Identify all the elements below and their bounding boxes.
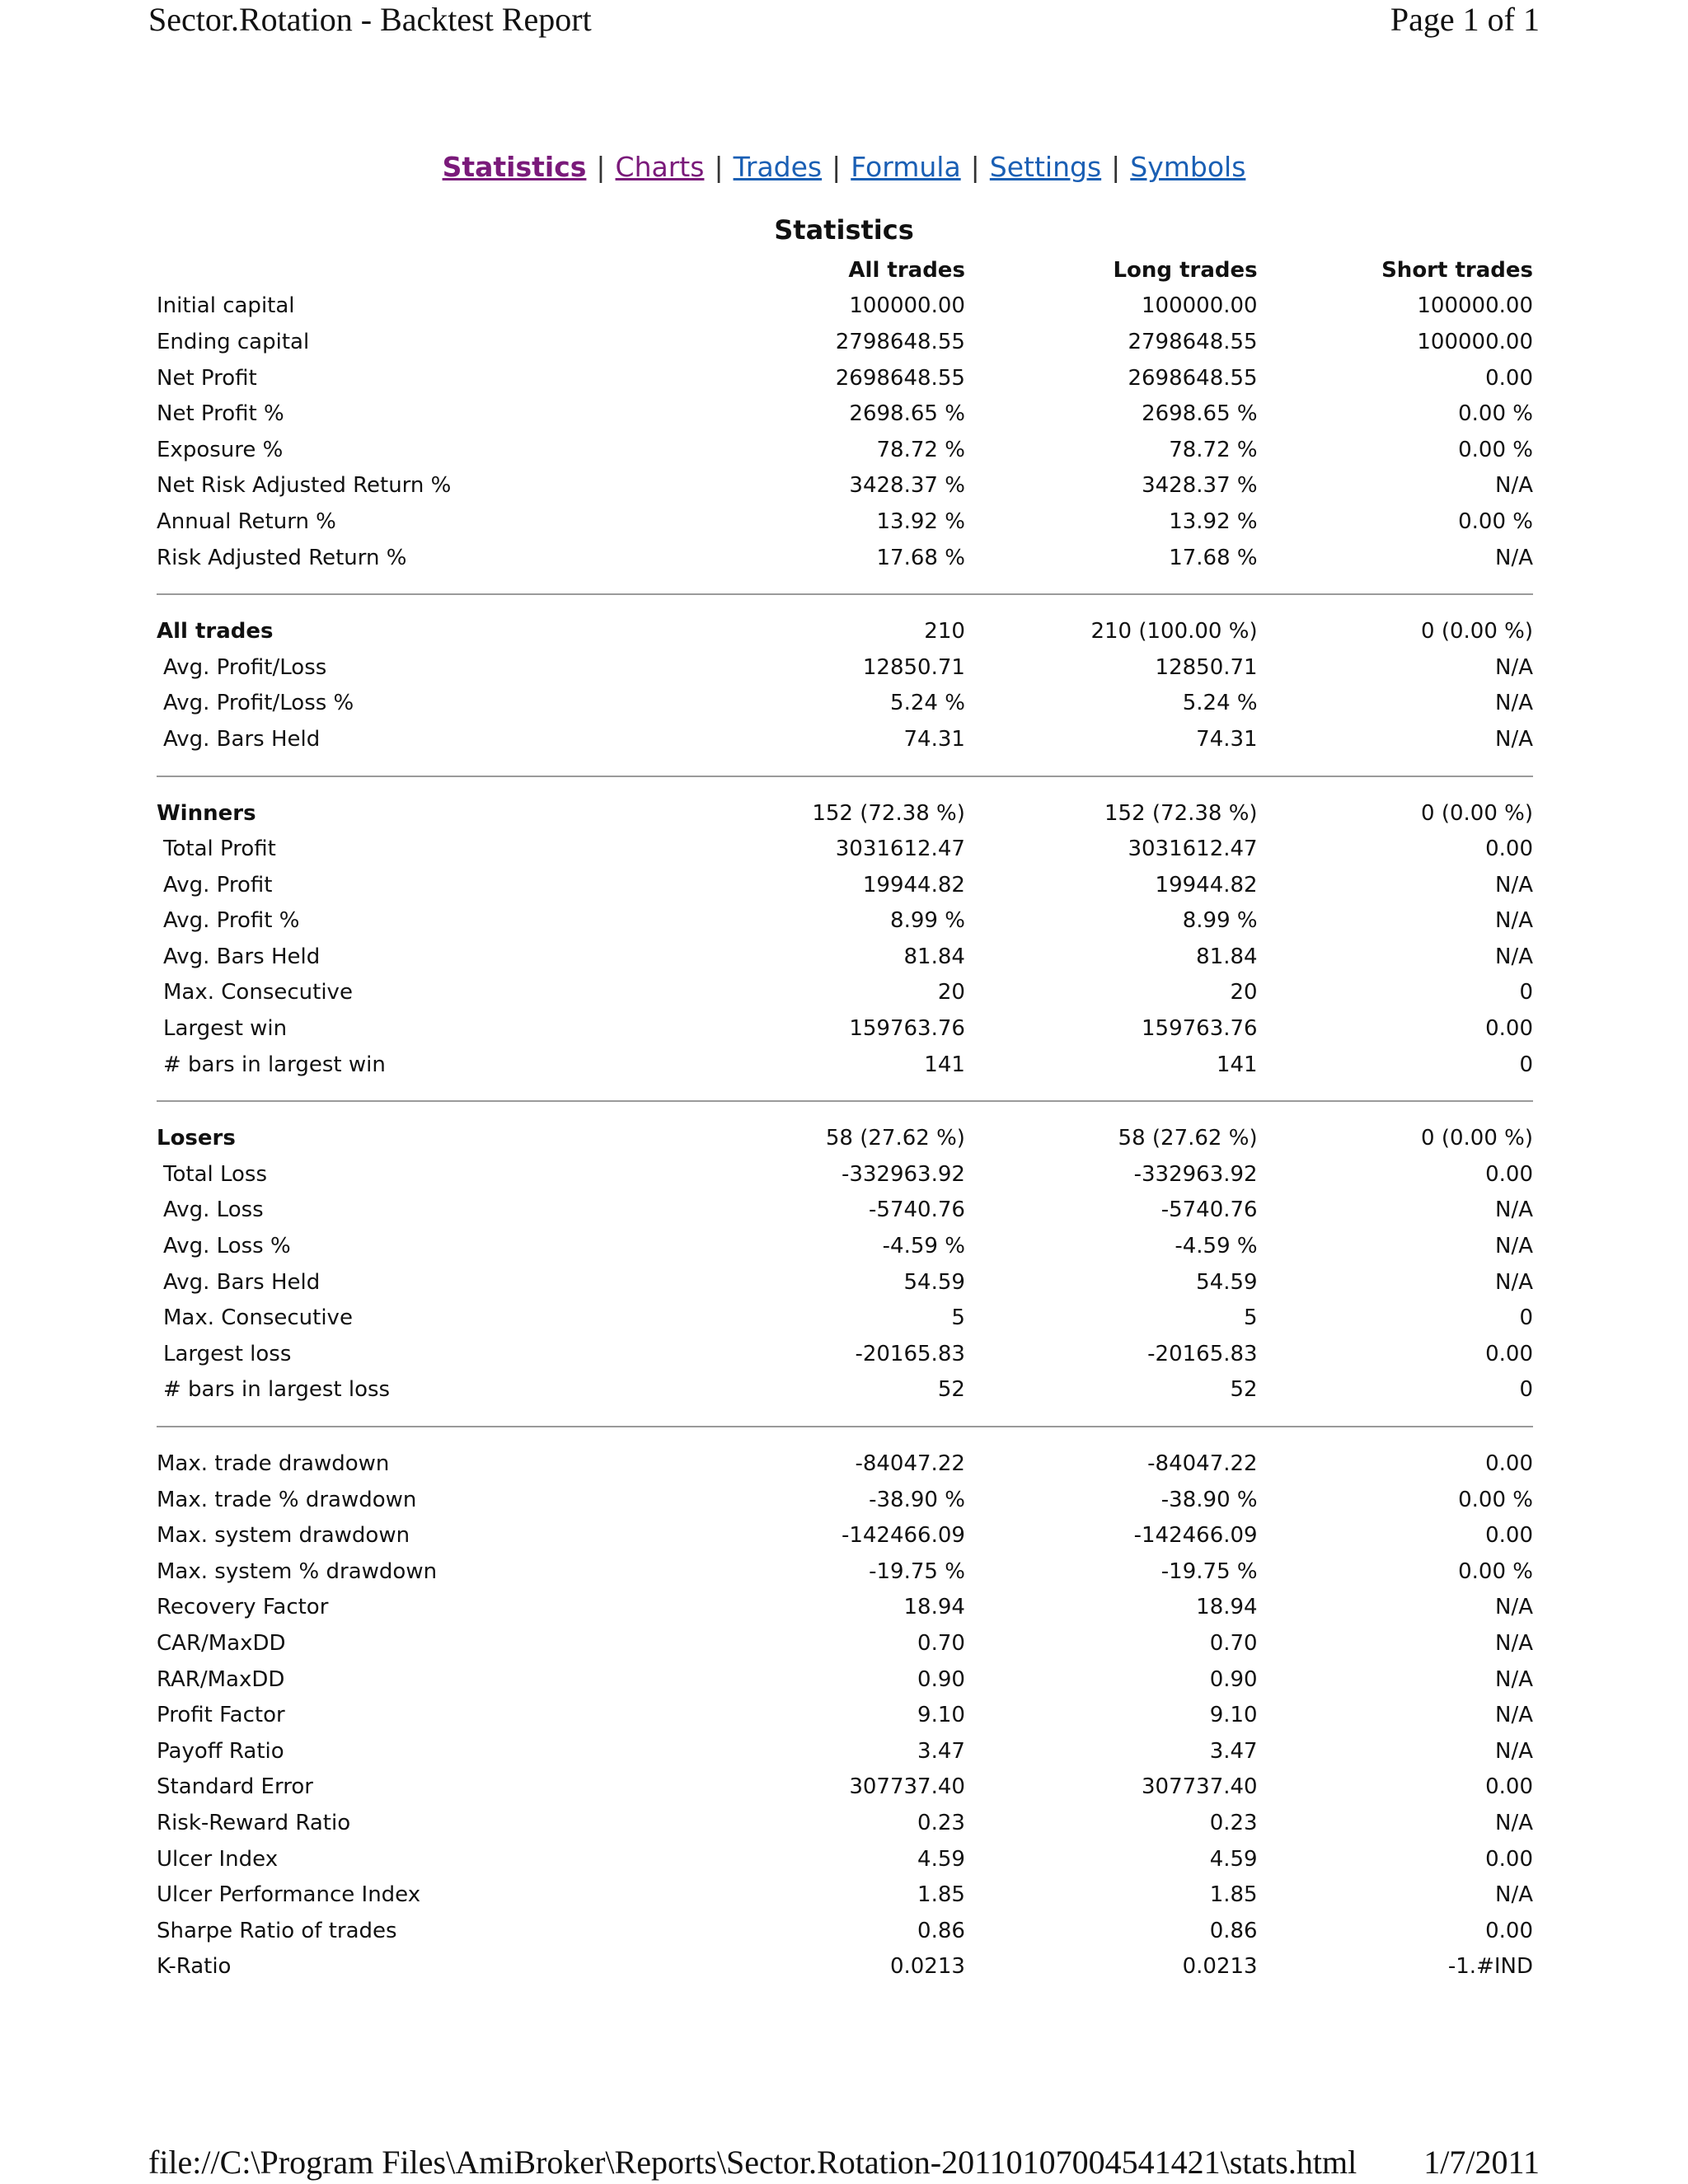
row-label: Payoff Ratio xyxy=(157,1738,284,1764)
nav-separator: | xyxy=(832,151,842,183)
value-short: 0.00 xyxy=(1485,1846,1533,1872)
value-long: 58 (27.62 %) xyxy=(1118,1126,1258,1151)
row-label: Annual Return % xyxy=(157,509,336,534)
value-all: -38.90 % xyxy=(869,1487,965,1512)
value-short: N/A xyxy=(1495,1738,1533,1764)
row-label: Ulcer Performance Index xyxy=(157,1882,421,1908)
value-short: N/A xyxy=(1495,1810,1533,1835)
value-short: N/A xyxy=(1495,654,1533,680)
value-long: 0.23 xyxy=(1209,1810,1258,1835)
row-label: Avg. Loss xyxy=(163,1197,264,1223)
row-label: Initial capital xyxy=(157,293,295,319)
value-long: -142466.09 xyxy=(1133,1523,1258,1549)
table-row xyxy=(157,1554,1533,1590)
value-all: 20 xyxy=(937,980,965,1005)
value-all: 5 xyxy=(951,1305,965,1331)
column-header-long: Long trades xyxy=(1113,257,1258,283)
table-row xyxy=(157,1913,1533,1949)
value-long: 210 (100.00 %) xyxy=(1090,619,1258,644)
table-row xyxy=(157,903,1533,940)
table-row xyxy=(157,1841,1533,1877)
value-long: -38.90 % xyxy=(1160,1487,1258,1512)
value-short: 0.00 xyxy=(1485,1523,1533,1549)
value-short: 0.00 xyxy=(1485,1451,1533,1477)
value-all: 2798648.55 xyxy=(835,329,965,354)
table-header-row xyxy=(157,252,1533,288)
value-short: 0 xyxy=(1519,980,1533,1005)
value-short: N/A xyxy=(1495,1882,1533,1908)
section-header-row xyxy=(157,795,1533,832)
value-long: 5.24 % xyxy=(1182,691,1258,716)
value-long: -5740.76 xyxy=(1160,1197,1258,1223)
value-all: 74.31 xyxy=(903,726,965,752)
value-long: 3.47 xyxy=(1209,1738,1258,1764)
section-header-row xyxy=(157,613,1533,649)
value-all: 0.90 xyxy=(917,1666,965,1692)
value-long: 3031612.47 xyxy=(1128,837,1258,862)
table-row xyxy=(157,1949,1533,1985)
row-label: Avg. Bars Held xyxy=(163,1269,321,1295)
value-short: N/A xyxy=(1495,691,1533,716)
value-all: 12850.71 xyxy=(862,654,965,680)
print-date: 1/7/2011 xyxy=(1423,2144,1540,2181)
table-row xyxy=(157,1661,1533,1698)
table-row xyxy=(157,1228,1533,1264)
print-title: Sector.Rotation - Backtest Report xyxy=(148,1,592,38)
table-row xyxy=(157,540,1533,576)
value-long: 159763.76 xyxy=(1141,1016,1258,1042)
row-label: Max. Consecutive xyxy=(163,980,353,1005)
table-row xyxy=(157,396,1533,432)
value-short: 0.00 % xyxy=(1458,509,1533,534)
table-row xyxy=(157,1336,1533,1372)
row-label: Avg. Profit xyxy=(163,872,273,898)
value-long: 12850.71 xyxy=(1155,654,1258,680)
value-all: 3.47 xyxy=(917,1738,965,1764)
value-short: 0.00 xyxy=(1485,837,1533,862)
value-all: 1.85 xyxy=(917,1882,965,1908)
value-all: -20165.83 xyxy=(855,1341,965,1366)
value-all: 4.59 xyxy=(917,1846,965,1872)
table-row xyxy=(157,939,1533,975)
table-row xyxy=(157,1264,1533,1301)
row-label: Avg. Profit % xyxy=(163,908,300,934)
value-all: 54.59 xyxy=(903,1269,965,1295)
nav-charts-link[interactable]: Charts xyxy=(615,151,705,183)
value-short: 0 xyxy=(1519,1052,1533,1077)
row-label: Avg. Loss % xyxy=(163,1234,291,1259)
value-short: 0 (0.00 %) xyxy=(1421,1126,1533,1151)
value-short: N/A xyxy=(1495,1197,1533,1223)
value-short: N/A xyxy=(1495,1666,1533,1692)
value-long: 0.86 xyxy=(1209,1918,1258,1943)
value-long: 20 xyxy=(1230,980,1258,1005)
value-short: 0 (0.00 %) xyxy=(1421,619,1533,644)
value-all: -5740.76 xyxy=(869,1197,965,1223)
value-short: N/A xyxy=(1495,1630,1533,1656)
value-long: 78.72 % xyxy=(1169,437,1258,462)
table-row xyxy=(157,324,1533,360)
value-short: 0.00 xyxy=(1485,1341,1533,1366)
value-long: 4.59 xyxy=(1209,1846,1258,1872)
table-row xyxy=(157,1697,1533,1733)
section-label: Losers xyxy=(157,1126,236,1151)
row-label: Risk-Reward Ratio xyxy=(157,1810,351,1835)
value-long: 141 xyxy=(1216,1052,1258,1077)
row-label: Risk Adjusted Return % xyxy=(157,545,407,570)
value-short: N/A xyxy=(1495,473,1533,499)
value-all: 210 xyxy=(924,619,965,644)
value-short: N/A xyxy=(1495,1703,1533,1728)
report-title: Statistics xyxy=(774,214,914,246)
row-label: Recovery Factor xyxy=(157,1595,329,1620)
value-all: -142466.09 xyxy=(841,1523,965,1549)
value-long: 2698.65 % xyxy=(1142,401,1258,427)
value-short: 0.00 % xyxy=(1458,437,1533,462)
value-long: 81.84 xyxy=(1196,944,1258,969)
value-all: 141 xyxy=(924,1052,965,1077)
value-long: 8.99 % xyxy=(1182,908,1258,934)
value-all: 0.86 xyxy=(917,1918,965,1943)
value-long: 1.85 xyxy=(1209,1882,1258,1908)
value-long: 19944.82 xyxy=(1155,872,1258,898)
value-long: 9.10 xyxy=(1209,1703,1258,1728)
value-short: -1.#IND xyxy=(1447,1954,1533,1980)
nav-statistics-link[interactable]: Statistics xyxy=(442,151,587,183)
value-all: 9.10 xyxy=(917,1703,965,1728)
section-divider xyxy=(157,1408,1533,1446)
value-short: 0.00 xyxy=(1485,1016,1533,1042)
value-all: 19944.82 xyxy=(862,872,965,898)
file-path: file://C:\Program Files\AmiBroker\Reports\Sector.Rotation-20110107004541421\stats.html xyxy=(148,2144,1357,2181)
table-row xyxy=(157,831,1533,867)
value-short: N/A xyxy=(1495,908,1533,934)
row-label: Avg. Bars Held xyxy=(163,944,321,969)
section-label: Winners xyxy=(157,800,256,826)
row-label: Total Profit xyxy=(163,837,276,862)
table-row xyxy=(157,1047,1533,1083)
value-short: 100000.00 xyxy=(1417,293,1533,319)
value-long: 0.90 xyxy=(1209,1666,1258,1692)
value-long: 13.92 % xyxy=(1169,509,1258,534)
value-long: 152 (72.38 %) xyxy=(1104,800,1258,826)
table-row xyxy=(157,686,1533,722)
table-row xyxy=(157,504,1533,540)
value-long: 5 xyxy=(1244,1305,1258,1331)
row-label: Net Risk Adjusted Return % xyxy=(157,473,452,499)
row-label: Avg. Profit/Loss xyxy=(163,654,327,680)
value-short: 100000.00 xyxy=(1417,329,1533,354)
row-label: Max. Consecutive xyxy=(163,1305,353,1331)
row-label: Avg. Bars Held xyxy=(163,726,321,752)
nav-symbols-link[interactable]: Symbols xyxy=(1130,151,1246,183)
table-row xyxy=(157,1805,1533,1841)
nav-settings-link[interactable]: Settings xyxy=(989,151,1102,183)
value-all: 0.0213 xyxy=(889,1954,965,1980)
value-long: 307737.40 xyxy=(1141,1774,1258,1800)
value-all: 3428.37 % xyxy=(849,473,965,499)
table-row xyxy=(157,1517,1533,1554)
row-label: # bars in largest win xyxy=(163,1052,386,1077)
page-number: Page 1 of 1 xyxy=(1390,1,1540,38)
table-row xyxy=(157,975,1533,1011)
value-long: 2798648.55 xyxy=(1128,329,1258,354)
value-all: -84047.22 xyxy=(855,1451,965,1477)
value-all: 100000.00 xyxy=(849,293,965,319)
row-label: Max. trade drawdown xyxy=(157,1451,390,1477)
nav-trades-link[interactable]: Trades xyxy=(733,151,823,183)
nav-formula-link[interactable]: Formula xyxy=(851,151,961,183)
table-row xyxy=(157,1372,1533,1408)
value-short: N/A xyxy=(1495,1269,1533,1295)
row-label: Largest win xyxy=(163,1016,288,1042)
value-all: 3031612.47 xyxy=(835,837,965,862)
value-short: 0.00 % xyxy=(1458,401,1533,427)
table-row xyxy=(157,1877,1533,1913)
nav-separator: | xyxy=(1111,151,1121,183)
value-short: N/A xyxy=(1495,1234,1533,1259)
section-divider xyxy=(157,575,1533,613)
print-header xyxy=(148,0,1540,41)
value-long: 100000.00 xyxy=(1141,293,1258,319)
value-all: 0.70 xyxy=(917,1630,965,1656)
value-all: 18.94 xyxy=(903,1595,965,1620)
row-label: RAR/MaxDD xyxy=(157,1666,285,1692)
row-label: Exposure % xyxy=(157,437,284,462)
value-long: -84047.22 xyxy=(1147,1451,1258,1477)
value-short: 0.00 xyxy=(1485,1774,1533,1800)
value-short: 0 xyxy=(1519,1305,1533,1331)
value-short: 0.00 % xyxy=(1458,1558,1533,1584)
value-long: 74.31 xyxy=(1196,726,1258,752)
value-long: 0.70 xyxy=(1209,1630,1258,1656)
value-all: 307737.40 xyxy=(849,1774,965,1800)
value-long: -4.59 % xyxy=(1175,1234,1258,1259)
value-all: 159763.76 xyxy=(849,1016,965,1042)
table-row xyxy=(157,1482,1533,1518)
row-label: Max. system % drawdown xyxy=(157,1558,438,1584)
value-short: N/A xyxy=(1495,944,1533,969)
row-label: Net Profit xyxy=(157,365,257,391)
value-short: N/A xyxy=(1495,726,1533,752)
table-row xyxy=(157,867,1533,903)
table-row xyxy=(157,468,1533,504)
nav-separator: | xyxy=(596,151,606,183)
value-short: 0.00 % xyxy=(1458,1487,1533,1512)
table-row xyxy=(157,649,1533,686)
table-row xyxy=(157,1590,1533,1626)
section-label: All trades xyxy=(157,619,274,644)
table-row xyxy=(157,721,1533,757)
value-all: -19.75 % xyxy=(869,1558,965,1584)
value-all: -4.59 % xyxy=(882,1234,965,1259)
column-header-short: Short trades xyxy=(1381,257,1533,283)
row-label: Ulcer Index xyxy=(157,1846,279,1872)
report-nav xyxy=(0,147,1688,188)
statistics-table xyxy=(157,252,1533,1985)
table-row xyxy=(157,288,1533,325)
value-long: 2698648.55 xyxy=(1128,365,1258,391)
value-short: 0 (0.00 %) xyxy=(1421,800,1533,826)
table-row xyxy=(157,1193,1533,1229)
table-row xyxy=(157,432,1533,468)
value-short: 0.00 xyxy=(1485,1918,1533,1943)
row-label: Standard Error xyxy=(157,1774,313,1800)
table-row xyxy=(157,1156,1533,1193)
value-long: 18.94 xyxy=(1196,1595,1258,1620)
nav-separator: | xyxy=(714,151,724,183)
column-header-all: All trades xyxy=(848,257,965,283)
value-all: 5.24 % xyxy=(890,691,965,716)
value-short: N/A xyxy=(1495,545,1533,570)
value-all: 13.92 % xyxy=(876,509,965,534)
row-label: Profit Factor xyxy=(157,1703,285,1728)
value-long: -19.75 % xyxy=(1160,1558,1258,1584)
row-label: Avg. Profit/Loss % xyxy=(163,691,354,716)
value-all: 78.72 % xyxy=(876,437,965,462)
value-all: 2698.65 % xyxy=(849,401,965,427)
row-label: Sharpe Ratio of trades xyxy=(157,1918,397,1943)
value-all: 152 (72.38 %) xyxy=(812,800,965,826)
row-label: Max. trade % drawdown xyxy=(157,1487,417,1512)
value-short: N/A xyxy=(1495,1595,1533,1620)
value-all: -332963.92 xyxy=(841,1161,965,1187)
value-long: 3428.37 % xyxy=(1142,473,1258,499)
value-short: 0 xyxy=(1519,1377,1533,1403)
value-all: 17.68 % xyxy=(876,545,965,570)
value-long: -20165.83 xyxy=(1147,1341,1258,1366)
row-label: Max. system drawdown xyxy=(157,1523,410,1549)
value-short: 0.00 xyxy=(1485,1161,1533,1187)
table-row xyxy=(157,360,1533,396)
row-label: # bars in largest loss xyxy=(163,1377,391,1403)
table-row xyxy=(157,1625,1533,1661)
table-row xyxy=(157,1446,1533,1482)
value-short: N/A xyxy=(1495,872,1533,898)
section-header-row xyxy=(157,1120,1533,1156)
row-label: Ending capital xyxy=(157,329,310,354)
section-divider xyxy=(157,1082,1533,1120)
value-all: 81.84 xyxy=(903,944,965,969)
row-label: Net Profit % xyxy=(157,401,284,427)
row-label: Largest loss xyxy=(163,1341,292,1366)
value-long: -332963.92 xyxy=(1133,1161,1258,1187)
value-long: 52 xyxy=(1230,1377,1258,1403)
table-row xyxy=(157,1010,1533,1047)
row-label: K-Ratio xyxy=(157,1954,232,1980)
print-footer xyxy=(148,2143,1540,2184)
row-label: CAR/MaxDD xyxy=(157,1630,286,1656)
table-row xyxy=(157,1300,1533,1336)
value-long: 17.68 % xyxy=(1169,545,1258,570)
value-long: 0.0213 xyxy=(1182,1954,1258,1980)
table-row xyxy=(157,1769,1533,1806)
row-label: Total Loss xyxy=(163,1161,268,1187)
value-all: 0.23 xyxy=(917,1810,965,1835)
value-all: 52 xyxy=(937,1377,965,1403)
table-row xyxy=(157,1733,1533,1769)
value-all: 2698648.55 xyxy=(835,365,965,391)
value-all: 58 (27.62 %) xyxy=(825,1126,965,1151)
value-all: 8.99 % xyxy=(890,908,965,934)
section-divider xyxy=(157,757,1533,795)
nav-separator: | xyxy=(970,151,980,183)
value-short: 0.00 xyxy=(1485,365,1533,391)
value-long: 54.59 xyxy=(1196,1269,1258,1295)
